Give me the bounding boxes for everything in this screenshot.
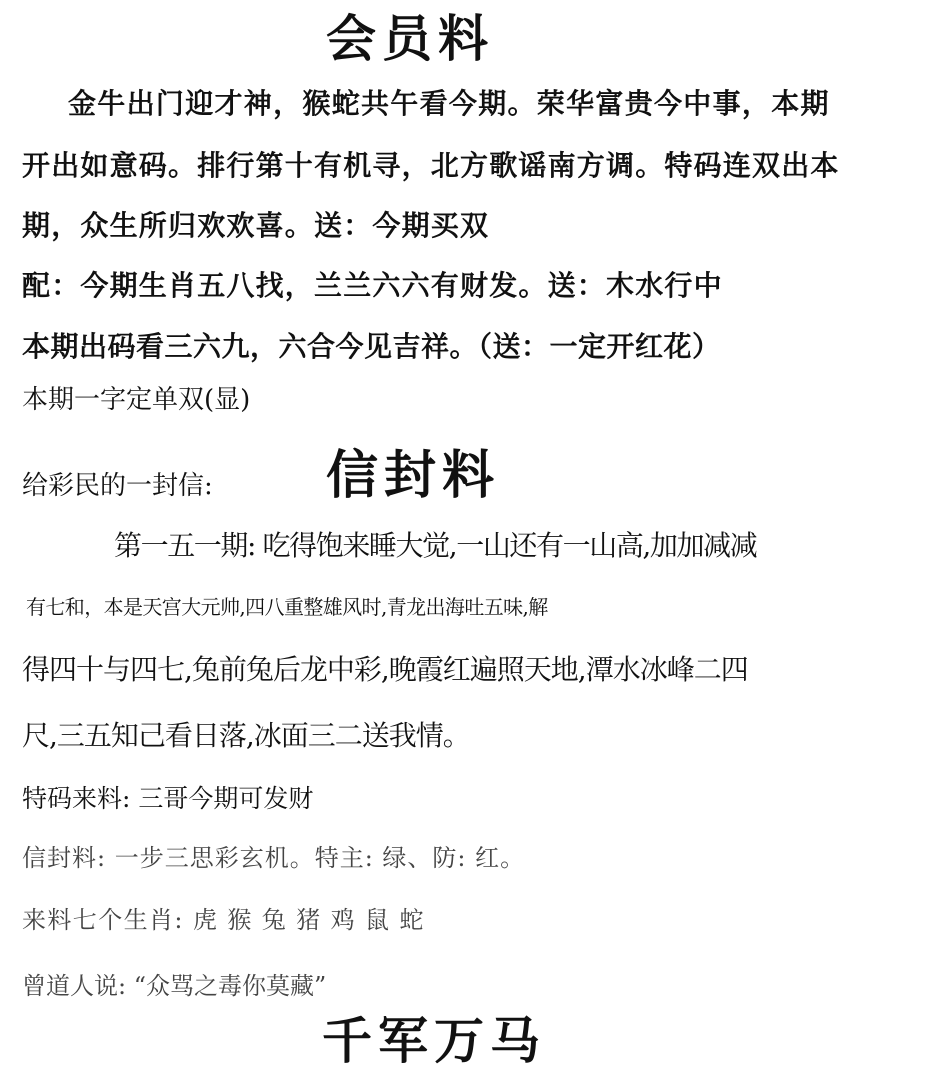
member-line-6: 本期一字定单双(显) [22, 385, 251, 415]
letter-zodiac-list: 来料七个生肖: 虎 猴 兔 猪 鸡 鼠 蛇 [22, 906, 425, 934]
letter-intro: 给彩民的一封信: [22, 471, 213, 501]
member-line-4: 配：今期生肖五八找，兰兰六六有财发。送：木水行中 [22, 269, 723, 302]
footer-title: 千军万马 [322, 1011, 546, 1070]
letter-line-3: 得四十与四七,兔前兔后龙中彩,晚霞红遍照天地,潭水冰峰二四 [22, 653, 748, 686]
letter-quote: 曾道人说: “众骂之毒你莫藏” [22, 972, 327, 1000]
letter-title: 信封料 [326, 445, 501, 506]
letter-line-2: 有七和，本是天宫大元帅,四八重整雄风时,青龙出海吐五味,解 [26, 595, 548, 619]
letter-line-1: 第一五一期: 吃得饱来睡大觉,一山还有一山高,加加减减 [114, 529, 757, 562]
member-line-1: 金牛出门迎才神，猴蛇共午看今期。荣华富贵今中事，本期 [68, 87, 830, 120]
letter-line-4: 尺,三五知己看日落,冰面三二送我情。 [22, 719, 470, 752]
letter-special-code: 特码来料: 三哥今期可发财 [22, 784, 314, 813]
member-line-2: 开出如意码。排行第十有机寻，北方歌谣南方调。特码连双出本 [22, 149, 840, 182]
member-line-3: 期，众生所归欢欢喜。送：今期买双 [22, 209, 490, 242]
letter-envelope-note: 信封料: 一步三思彩玄机。特主: 绿、防: 红。 [22, 844, 526, 872]
member-line-5: 本期出码看三六九，六合今见吉祥。（送：一定开红花） [22, 330, 721, 363]
member-title: 会员料 [326, 9, 494, 68]
